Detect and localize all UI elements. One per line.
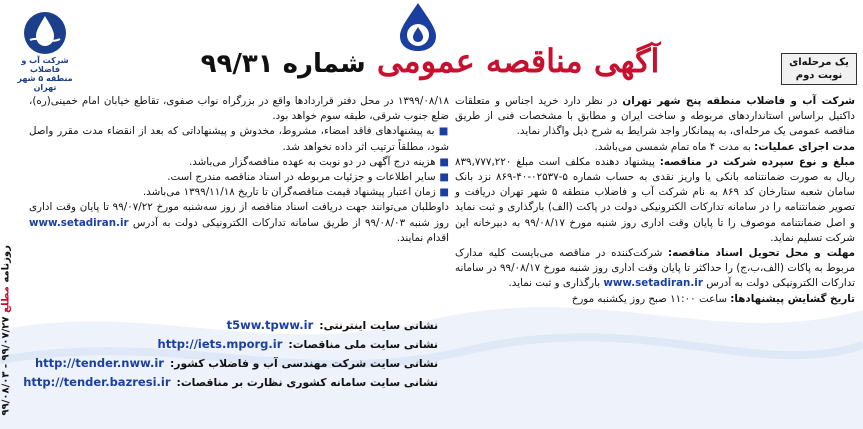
link-row <box>20 354 438 373</box>
title-main: آگهی مناقصه عمومی <box>376 42 660 80</box>
intro-paragraph <box>455 94 855 140</box>
right-column <box>455 94 855 307</box>
link-label-water-engineering: نشانی سایت شرکت مهندسی آب و فاضلاب کشور: <box>169 357 438 370</box>
side-paper-accent: مطلع <box>0 286 12 314</box>
opening-location-paragraph: ۱۳۹۹/۰۸/۱۸ در محل دفتر قراردادها واقع در بزرگراه نواب صفوی، تقاطع خیابان امام خمینی(ره)، ضلع جنوب شرقی، طبقه سوم خواهد بود. <box>29 95 449 123</box>
logo-text-line1: شرکت آب و فاضلاب <box>21 56 69 74</box>
link-national-tenders[interactable]: http://iets.mporg.ir <box>157 337 283 351</box>
website-links <box>20 316 438 392</box>
link-website[interactable]: t5ww.tpww.ir <box>226 318 314 332</box>
bullet-item <box>29 124 449 154</box>
documents-tail: اقدام نمایند. <box>396 231 449 244</box>
documents-url-link[interactable]: www.setadiran.ir <box>29 216 129 229</box>
deadline-text: شرکت‌کننده در مناقصه می‌بایست کلیه مدارک مربوط به پاکات (الف،ب،ج) را حداکثر تا پایان وقت اداری روز شنبه مورخ ۹۹/۰۸/۱۷ در سامانه تدارکات الکترونیکی دولت به آدرس <box>455 247 855 290</box>
side-publication-date <box>0 245 16 420</box>
link-row <box>20 316 438 335</box>
documents-paragraph <box>29 200 449 246</box>
bullet-square-icon: ■ <box>435 186 449 199</box>
link-label-national-tenders: نشانی سایت ملی مناقصات: <box>288 338 438 351</box>
guarantee-paragraph <box>455 155 855 246</box>
link-label-website: نشانی سایت اینترنتی: <box>319 319 438 332</box>
link-row <box>20 373 438 392</box>
guarantee-text: پیشنهاد دهنده مکلف است مبلغ ۸۳۹,۷۷۷,۲۲۰ ریال به صورت ضمانتنامه بانکی یا واریز نقدی به حساب شماره ۵-۰۲۵۳۷-۴۰-۸۶۹ نزد بانک سامان شعبه ستارخان کد ۸۶۹ به نام شرکت آب و فاضلاب منطقه ۵ شهر تهران دریافت و تصویر ضمانتنامه را در سامانه تدارکات الکترونیکی دولت در پاکت (الف) بارگذاری و ثبت نماید و اصل ضمانتنامه موصوف را تا پایان وقت اداری روز شنبه مورخ ۹۹/۰۸/۱۷ به دبیرخانه این شرکت تسلیم نماید. <box>455 155 855 244</box>
intro-text: در نظر دارد خرید اجناس و متعلقات داکتیل براساس استانداردهای مربوطه و ساخت ایران و مطابق با مشخصات فنی از طریق مناقصه عمومی یک مرحله‌ای، به پیمانکار واجد شرایط به شرح ذیل واگذار نماید. <box>455 95 855 138</box>
tender-type-box <box>781 53 857 85</box>
link-row <box>20 335 438 354</box>
side-date-text <box>0 245 12 416</box>
page-title <box>150 42 710 90</box>
water-drop-logo-icon <box>22 6 68 56</box>
link-label-tender-oversight: نشانی سایت سامانه کشوری نظارت بر مناقصات: <box>176 376 438 389</box>
left-column <box>29 94 449 246</box>
deadline-url-link[interactable]: www.setadiran.ir <box>603 277 703 290</box>
link-water-engineering[interactable]: http://tender.nww.ir <box>34 356 164 370</box>
deadline-label: مهلت و محل تحویل اسناد مناقصه: <box>668 247 855 260</box>
logo-text-line2: منطقه ۵ شهر تهران <box>17 74 73 92</box>
tender-type-round: نوبت دوم <box>795 70 843 81</box>
opening-paragraph <box>455 292 855 307</box>
company-logo <box>10 6 80 92</box>
opening-text: ساعت ۱۱:۰۰ صبح روز یکشنبه مورخ <box>571 292 731 305</box>
bullet-square-icon: ■ <box>435 171 449 184</box>
bullet-square-icon: ■ <box>435 155 449 168</box>
documents-text: داوطلبان می‌توانند جهت دریافت اسناد مناقصه از روز سه‌شنبه مورخ ۹۹/۰۷/۲۲ تا پایان وقت اداری روز شنبه ۹۹/۰۸/۰۳ از طریق سامانه تدارکات الکترونیکی دولت به آدرس <box>29 201 449 229</box>
link-tender-oversight[interactable]: http://tender.bazresi.ir <box>23 375 171 389</box>
bullet-invalid-bids: به پیشنهادهای فاقد امضاء، مشروط، مخدوش و پیشنهاداتی که بعد از انقضاء مدت مقرر واصل شود، مطلقاً ترتیب اثر داده نخواهد شد. <box>29 125 449 153</box>
bullet-ad-cost: هزینه درج آگهی در دو نوبت به عهده مناقصه‌گزار می‌باشد. <box>189 155 436 168</box>
deadline-paragraph <box>455 246 855 292</box>
duration-paragraph <box>455 140 855 155</box>
bullet-square-icon: ■ <box>434 125 449 138</box>
title-number: شماره ۹۹/۳۱ <box>200 49 366 79</box>
duration-text: به مدت ۴ ماه تمام شمسی می‌باشد. <box>594 140 755 153</box>
deadline-tail: بارگذاری و ثبت نماید. <box>508 277 604 290</box>
side-date: ۹۹/۰۷/۲۷ - ۹۹/۰۸/۰۳ <box>0 316 12 416</box>
bullet-validity: زمان اعتبار پیشنهاد قیمت مناقصه‌گران تا تاریخ ۱۳۹۹/۱۱/۱۸ می‌باشد. <box>142 186 436 199</box>
company-name: شرکت آب و فاضلاب منطقه پنج شهر تهران <box>622 95 855 107</box>
bullet-other-info: سایر اطلاعات و جزئیات مربوطه در اسناد مناقصه مندرج است. <box>167 171 436 184</box>
duration-label: مدت اجرای عملیات: <box>754 140 855 153</box>
tender-type-stage: یک مرحله‌ای <box>789 57 849 68</box>
guarantee-label: مبلغ و نوع سپرده شرکت در مناقصه: <box>659 155 855 168</box>
bullet-item <box>29 170 449 185</box>
side-paper-name: روزنامه <box>0 245 12 283</box>
bullet-item <box>29 155 449 170</box>
opening-label: تاریخ گشایش پیشنهادها: <box>730 292 855 305</box>
bullet-item <box>29 185 449 200</box>
